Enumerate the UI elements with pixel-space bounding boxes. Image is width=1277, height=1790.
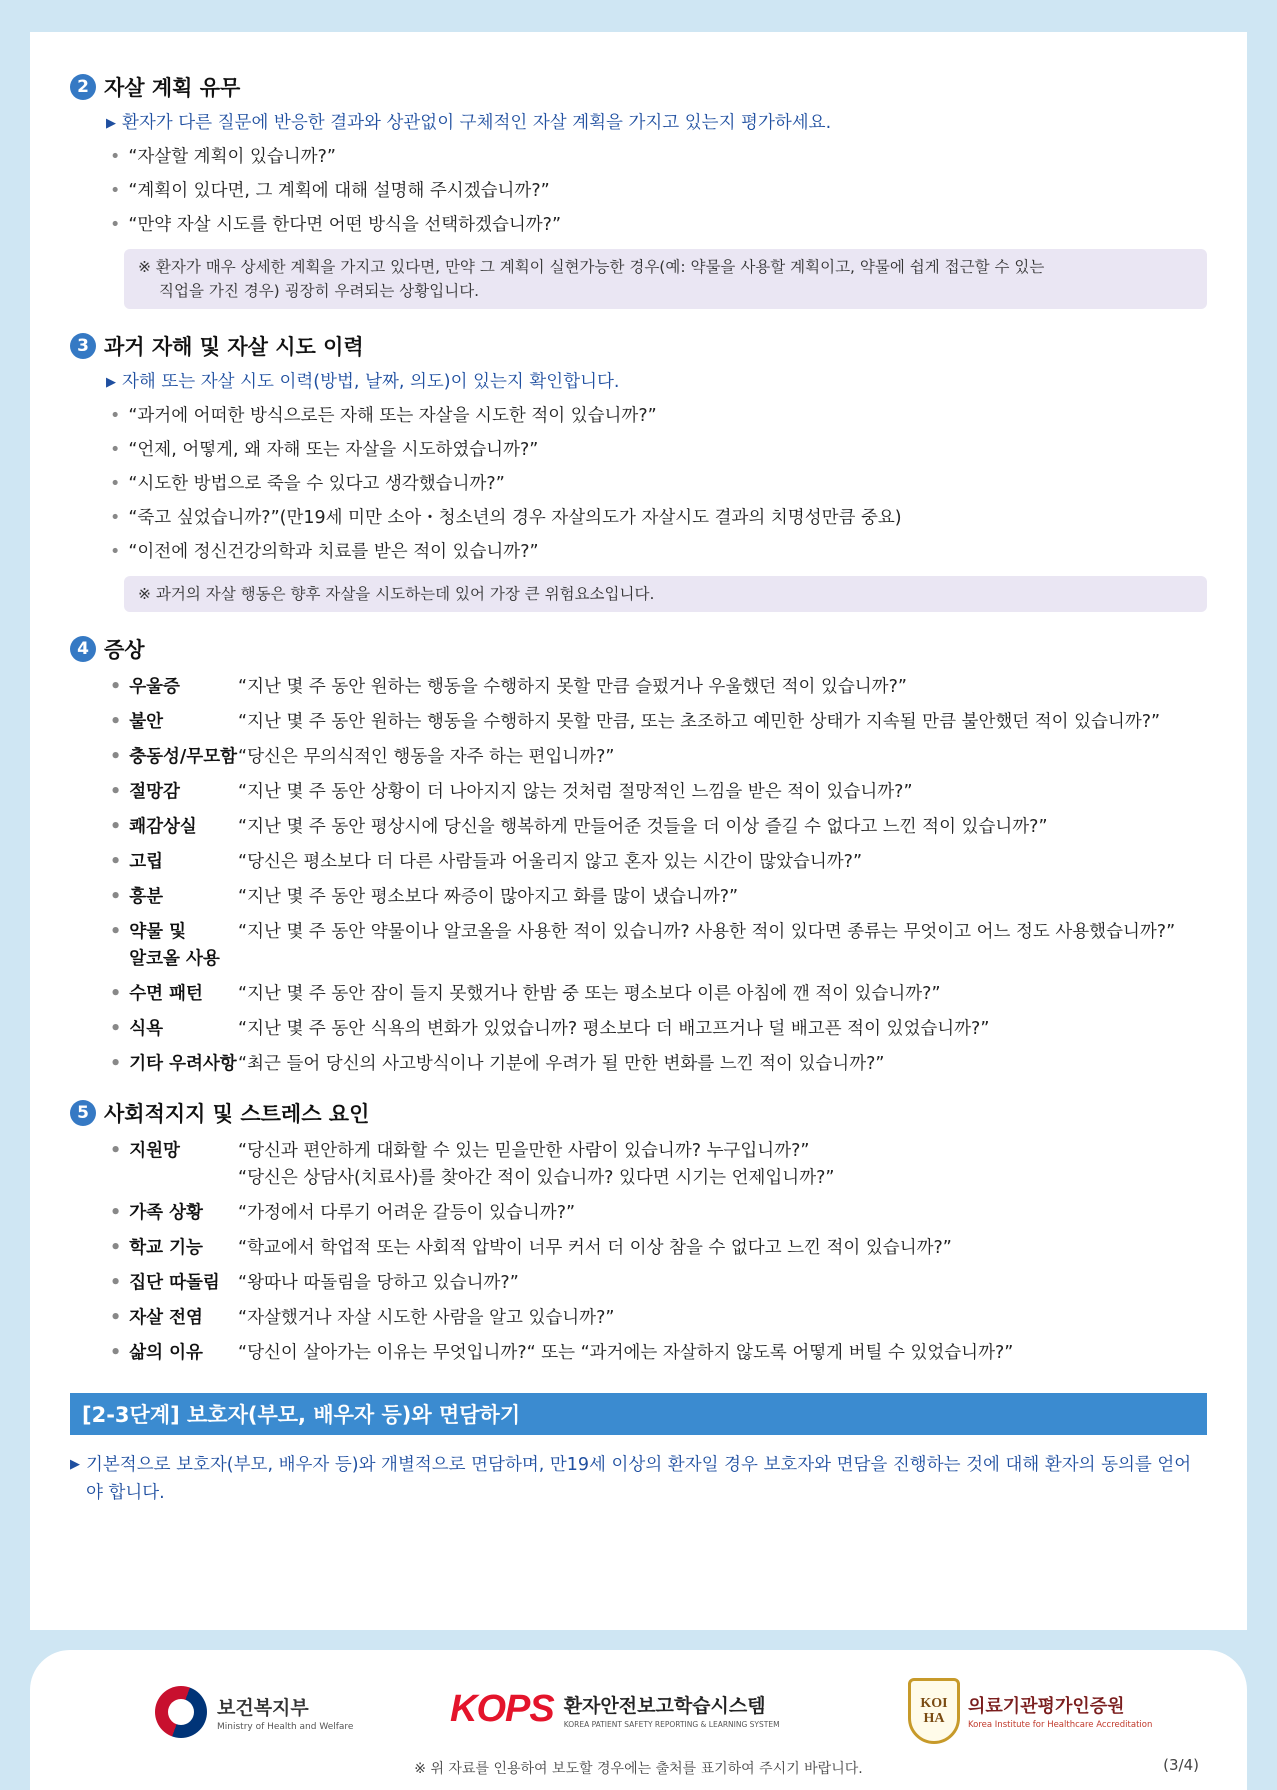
row-question: “당신은 무의식적인 행동을 자주 하는 편입니까?” <box>238 747 615 767</box>
symptom-list <box>70 674 1207 1078</box>
question-item: • “과거에 어떠한 방식으로든 자해 또는 자살을 시도한 적이 있습니까?” <box>110 403 1207 430</box>
bullet-dot-icon: • <box>110 712 122 732</box>
bullet-dot-icon: • <box>110 1203 122 1223</box>
section-title: 과거 자해 및 자살 시도 이력 <box>104 335 364 359</box>
logo-row <box>30 1678 1247 1748</box>
section-number-badge: 5 <box>70 1100 96 1126</box>
row-question: “당신은 평소보다 더 다른 사람들과 어울리지 않고 혼자 있는 시간이 많았습니까?” <box>238 852 863 872</box>
table-row <box>110 884 1207 911</box>
instruction: ▶ 환자가 다른 질문에 반응한 결과와 상관없이 구체적인 자살 계획을 가지고 있는지 평가하세요. <box>106 110 1207 137</box>
table-row <box>110 1270 1207 1297</box>
triangle-right-icon: ▶ <box>106 116 116 131</box>
row-label: 절망감 <box>129 782 180 802</box>
question-item: • “시도한 방법으로 죽을 수 있다고 생각했습니까?” <box>110 471 1207 498</box>
bullet-dot-icon: • <box>110 508 121 528</box>
footer <box>30 1650 1247 1790</box>
table-row <box>110 709 1207 736</box>
row-label: 가족 상황 <box>129 1203 203 1223</box>
row-question: “지난 몇 주 동안 평상시에 당신을 행복하게 만들어준 것들을 더 이상 즐길 수 없다고 느낀 적이 있습니까?” <box>238 817 1048 837</box>
bullet-dot-icon: • <box>110 747 122 767</box>
section-3-heading <box>70 329 1207 363</box>
row-label: 수면 패턴 <box>129 984 203 1004</box>
koiha-emblem-icon: KOI HA <box>908 1678 960 1744</box>
bullet-dot-icon: • <box>110 677 122 697</box>
question-item: • “자살할 계획이 있습니까?” <box>110 144 1207 171</box>
page-sheet <box>30 32 1247 1630</box>
bullet-dot-icon: • <box>110 1308 122 1328</box>
row-label: 삶의 이유 <box>129 1343 203 1363</box>
bullet-dot-icon: • <box>110 147 121 167</box>
row-question: “지난 몇 주 동안 평소보다 짜증이 많아지고 화를 많이 냈습니까?” <box>238 887 739 907</box>
section-4-heading <box>70 632 1207 666</box>
question-item: • “언제, 어떻게, 왜 자해 또는 자살을 시도하였습니까?” <box>110 437 1207 464</box>
bullet-dot-icon: • <box>110 1019 122 1039</box>
section-title: 증상 <box>104 638 145 662</box>
row-label: 기타 우려사항 <box>129 1054 237 1074</box>
row-label: 불안 <box>129 712 163 732</box>
bullet-dot-icon: • <box>110 181 121 201</box>
section-2-heading <box>70 70 1207 104</box>
table-row <box>110 919 1207 973</box>
step-band: [2-3단계] 보호자(부모, 배우자 등)와 면담하기 <box>70 1393 1207 1435</box>
table-row <box>110 814 1207 841</box>
page-number: (3/4) <box>1163 1756 1199 1774</box>
social-support-list <box>70 1138 1207 1367</box>
section-number-badge: 2 <box>70 74 96 100</box>
bullet-dot-icon: • <box>110 542 121 562</box>
table-row <box>110 1340 1207 1367</box>
kops-logo: KOPS 환자안전보고학습시스템 KOREA PATIENT SAFETY REPORTING & LEARNING SYSTEM <box>450 1688 780 1730</box>
bullet-dot-icon: • <box>110 922 122 942</box>
bullet-dot-icon: • <box>110 406 121 426</box>
table-row <box>110 1016 1207 1043</box>
bullet-dot-icon: • <box>110 1054 122 1074</box>
question-item: • “이전에 정신건강의학과 치료를 받은 적이 있습니까?” <box>110 539 1207 566</box>
table-row <box>110 981 1207 1008</box>
question-item: • “죽고 싶었습니까?”(만19세 미만 소아・청소년의 경우 자살의도가 자살시도 결과의 치명성만큼 중요) <box>110 505 1207 532</box>
triangle-right-icon: ▶ <box>106 375 116 390</box>
section-number-badge: 4 <box>70 636 96 662</box>
row-question: “가정에서 다루기 어려운 갈등이 있습니까?” <box>238 1203 576 1223</box>
table-row <box>110 779 1207 806</box>
koiha-logo: KOI HA 의료기관평가인증원 Korea Institute for Healthcare Accreditation <box>908 1678 1152 1744</box>
bullet-dot-icon: • <box>110 984 122 1004</box>
triangle-right-icon: ▶ <box>70 1457 80 1472</box>
row-label: 고립 <box>129 852 163 872</box>
row-label: 충동성/무모함 <box>129 747 238 767</box>
row-label: 우울증 <box>129 677 180 697</box>
disclaimer: ※ 위 자료를 인용하여 보도할 경우에는 출처를 표기하여 주시기 바랍니다. <box>414 1761 863 1777</box>
row-question: “지난 몇 주 동안 원하는 행동을 수행하지 못할 만큼, 또는 초조하고 예민한 상태가 지속될 만큼 불안했던 적이 있습니까?” <box>238 712 1161 732</box>
row-question: “학교에서 학업적 또는 사회적 압박이 너무 커서 더 이상 참을 수 없다고 느낀 적이 있습니까?” <box>238 1238 952 1258</box>
row-question: “최근 들어 당신의 사고방식이나 기분에 우려가 될 만한 변화를 느낀 적이 있습니까?” <box>238 1054 885 1074</box>
kops-mark: KOPS <box>450 1688 554 1730</box>
instruction: ▶ 자해 또는 자살 시도 이력(방법, 날짜, 의도)이 있는지 확인합니다. <box>106 369 1207 396</box>
row-question: “지난 몇 주 동안 약물이나 알코올을 사용한 적이 있습니까? 사용한 적이 있다면 종류는 무엇이고 어느 정도 사용했습니까?” <box>238 922 1176 942</box>
bullet-dot-icon: • <box>110 817 122 837</box>
row-question: “지난 몇 주 동안 원하는 행동을 수행하지 못할 만큼 슬펐거나 우울했던 적이 있습니까?” <box>238 677 907 697</box>
bullet-dot-icon: • <box>110 1238 122 1258</box>
bullet-dot-icon: • <box>110 1273 122 1293</box>
step-instruction: ▶ 기본적으로 보호자(부모, 배우자 등)와 개별적으로 면담하며, 만19세 이상의 환자일 경우 보호자와 면담을 진행하는 것에 대해 환자의 동의를 얻어야 합니다. <box>70 1451 1207 1507</box>
row-label: 약물 및 알코올 사용 <box>129 922 220 969</box>
row-label: 자살 전염 <box>129 1308 203 1328</box>
row-question: “당신과 편안하게 대화할 수 있는 믿을만한 사람이 있습니까? 누구입니까?” <box>238 1141 810 1161</box>
section-title: 자살 계획 유무 <box>104 76 241 100</box>
mohw-logo: 보건복지부 Ministry of Health and Welfare <box>155 1686 353 1738</box>
question-item: • “만약 자살 시도를 한다면 어떤 방식을 선택하겠습니까?” <box>110 212 1207 239</box>
taegeuk-icon <box>155 1686 207 1738</box>
note-box: ※ 환자가 매우 상세한 계획을 가지고 있다면, 만약 그 계획이 실현가능한 경우(예: 약물을 사용할 계획이고, 약물에 쉽게 접근할 수 있는 직업을 가진 경우) 굉장히 우려되는 상황입니다. <box>124 249 1207 309</box>
row-question: “지난 몇 주 동안 식욕의 변화가 있었습니까? 평소보다 더 배고프거나 덜 배고픈 적이 있었습니까?” <box>238 1019 990 1039</box>
section-number-badge: 3 <box>70 333 96 359</box>
section-title: 사회적지지 및 스트레스 요인 <box>104 1102 370 1126</box>
bullet-dot-icon: • <box>110 1141 122 1161</box>
question-item: • “계획이 있다면, 그 계획에 대해 설명해 주시겠습니까?” <box>110 178 1207 205</box>
row-question: “왕따나 따돌림을 당하고 있습니까?” <box>238 1273 519 1293</box>
table-row <box>110 1200 1207 1227</box>
row-question: “당신이 살아가는 이유는 무엇입니까?“ 또는 “과거에는 자살하지 않도록 어떻게 버틸 수 있었습니까?” <box>238 1343 1014 1363</box>
section-5-heading <box>70 1096 1207 1130</box>
row-label: 지원망 <box>129 1141 180 1161</box>
bullet-dot-icon: • <box>110 782 122 802</box>
bullet-dot-icon: • <box>110 852 122 872</box>
content <box>70 70 1207 1507</box>
note-box: ※ 과거의 자살 행동은 향후 자살을 시도하는데 있어 가장 큰 위험요소입니다. <box>124 576 1207 612</box>
bullet-dot-icon: • <box>110 474 121 494</box>
row-question: “지난 몇 주 동안 잠이 들지 못했거나 한밤 중 또는 평소보다 이른 아침에 깬 적이 있습니까?” <box>238 984 941 1004</box>
row-question: “지난 몇 주 동안 상황이 더 나아지지 않는 것처럼 절망적인 느낌을 받은 적이 있습니까?” <box>238 782 913 802</box>
row-question: “자살했거나 자살 시도한 사람을 알고 있습니까?” <box>238 1308 615 1328</box>
table-row <box>110 1305 1207 1332</box>
table-row <box>110 1051 1207 1078</box>
table-row <box>110 674 1207 701</box>
row-label: 학교 기능 <box>129 1238 203 1258</box>
row-label: 흥분 <box>129 887 163 907</box>
row-question: “당신은 상담사(치료사)를 찾아간 적이 있습니까? 있다면 시기는 언제입니까?” <box>238 1168 835 1188</box>
row-label: 식욕 <box>129 1019 163 1039</box>
row-label: 집단 따돌림 <box>129 1273 220 1293</box>
row-label: 쾌감상실 <box>129 817 197 837</box>
table-row <box>110 1138 1207 1192</box>
bullet-dot-icon: • <box>110 887 122 907</box>
table-row <box>110 849 1207 876</box>
bullet-dot-icon: • <box>110 1343 122 1363</box>
bullet-dot-icon: • <box>110 440 121 460</box>
table-row <box>110 1235 1207 1262</box>
bullet-dot-icon: • <box>110 215 121 235</box>
table-row <box>110 744 1207 771</box>
